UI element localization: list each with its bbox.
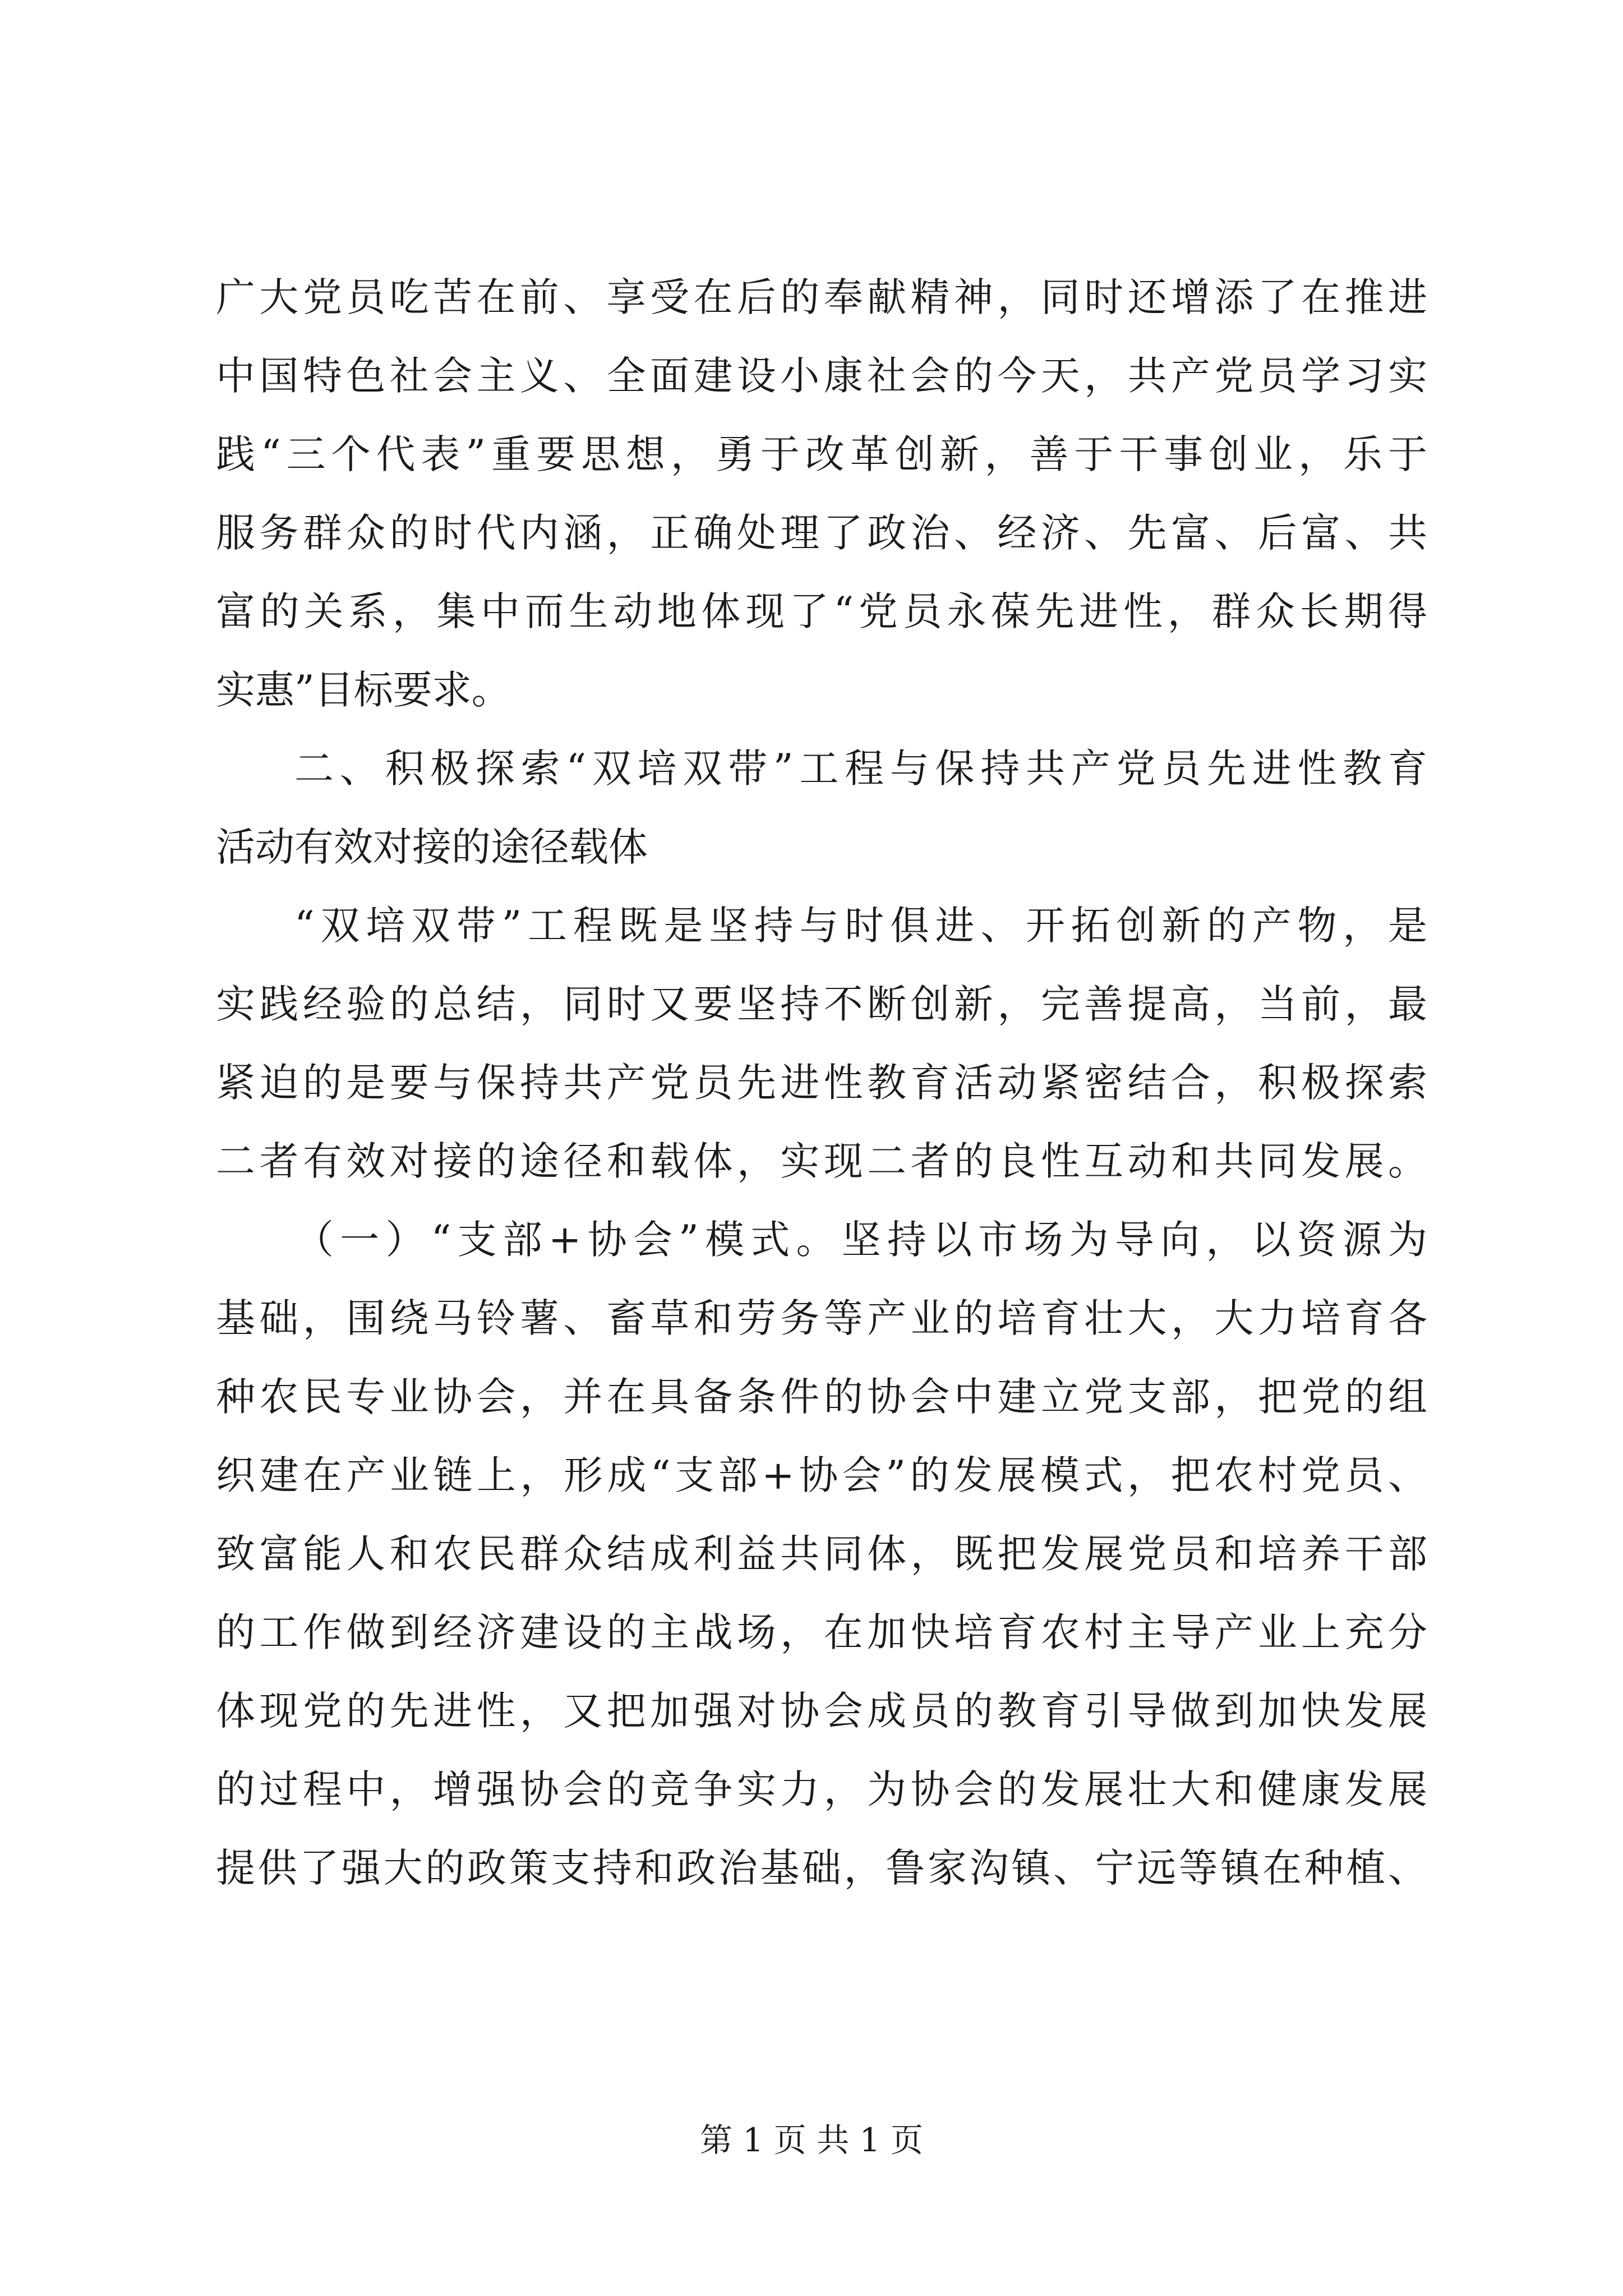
section-heading-line: 活动有效对接的途径载体 bbox=[216, 824, 648, 870]
text-line: 广大党员吃苦在前、享受在后的奉献精神，同时还增添了在推进 bbox=[216, 274, 1427, 320]
text-line: 紧迫的是要与保持共产党员先进性教育活动紧密结合，积极探索 bbox=[216, 1060, 1427, 1106]
text-line: 实惠”目标要求。 bbox=[216, 667, 511, 713]
text-line: （一）“支部+协会”模式。坚持以市场为导向，以资源为 bbox=[294, 1217, 1427, 1263]
text-line: 种农民专业协会，并在具备条件的协会中建立党支部，把党的组 bbox=[216, 1374, 1427, 1420]
text-line: 提供了强大的政策支持和政治基础，鲁家沟镇、宁远等镇在种植、 bbox=[216, 1845, 1427, 1891]
text-line: 富的关系，集中而生动地体现了“党员永葆先进性，群众长期得 bbox=[216, 588, 1427, 634]
text-line: 的工作做到经济建设的主战场，在加快培育农村主导产业上充分 bbox=[216, 1609, 1427, 1655]
text-line: 织建在产业链上，形成“支部+协会”的发展模式，把农村党员、 bbox=[216, 1452, 1427, 1498]
text-line: 服务群众的时代内涵，正确处理了政治、经济、先富、后富、共 bbox=[216, 510, 1427, 556]
section-heading-line: 二、积极探索“双培双带”工程与保持共产党员先进性教育 bbox=[294, 746, 1427, 792]
page-footer: 第 1 页 共 1 页 bbox=[700, 2121, 923, 2159]
text-line: 中国特色社会主义、全面建设小康社会的今天，共产党员学习实 bbox=[216, 353, 1427, 399]
text-line: 的过程中，增强协会的竞争实力，为协会的发展壮大和健康发展 bbox=[216, 1766, 1427, 1812]
text-line: “双培双带”工程既是坚持与时俱进、开拓创新的产物，是 bbox=[294, 903, 1427, 949]
text-line: 致富能人和农民群众结成利益共同体，既把发展党员和培养干部 bbox=[216, 1531, 1427, 1577]
text-line: 实践经验的总结，同时又要坚持不断创新，完善提高，当前，最 bbox=[216, 981, 1427, 1027]
text-line: 二者有效对接的途径和载体，实现二者的良性互动和共同发展。 bbox=[216, 1138, 1427, 1184]
text-line: 践“三个代表”重要思想，勇于改革创新，善于干事创业，乐于 bbox=[216, 431, 1427, 477]
text-line: 基础，围绕马铃薯、畜草和劳务等产业的培育壮大，大力培育各 bbox=[216, 1295, 1427, 1341]
text-line: 体现党的先进性，又把加强对协会成员的教育引导做到加快发展 bbox=[216, 1688, 1427, 1734]
